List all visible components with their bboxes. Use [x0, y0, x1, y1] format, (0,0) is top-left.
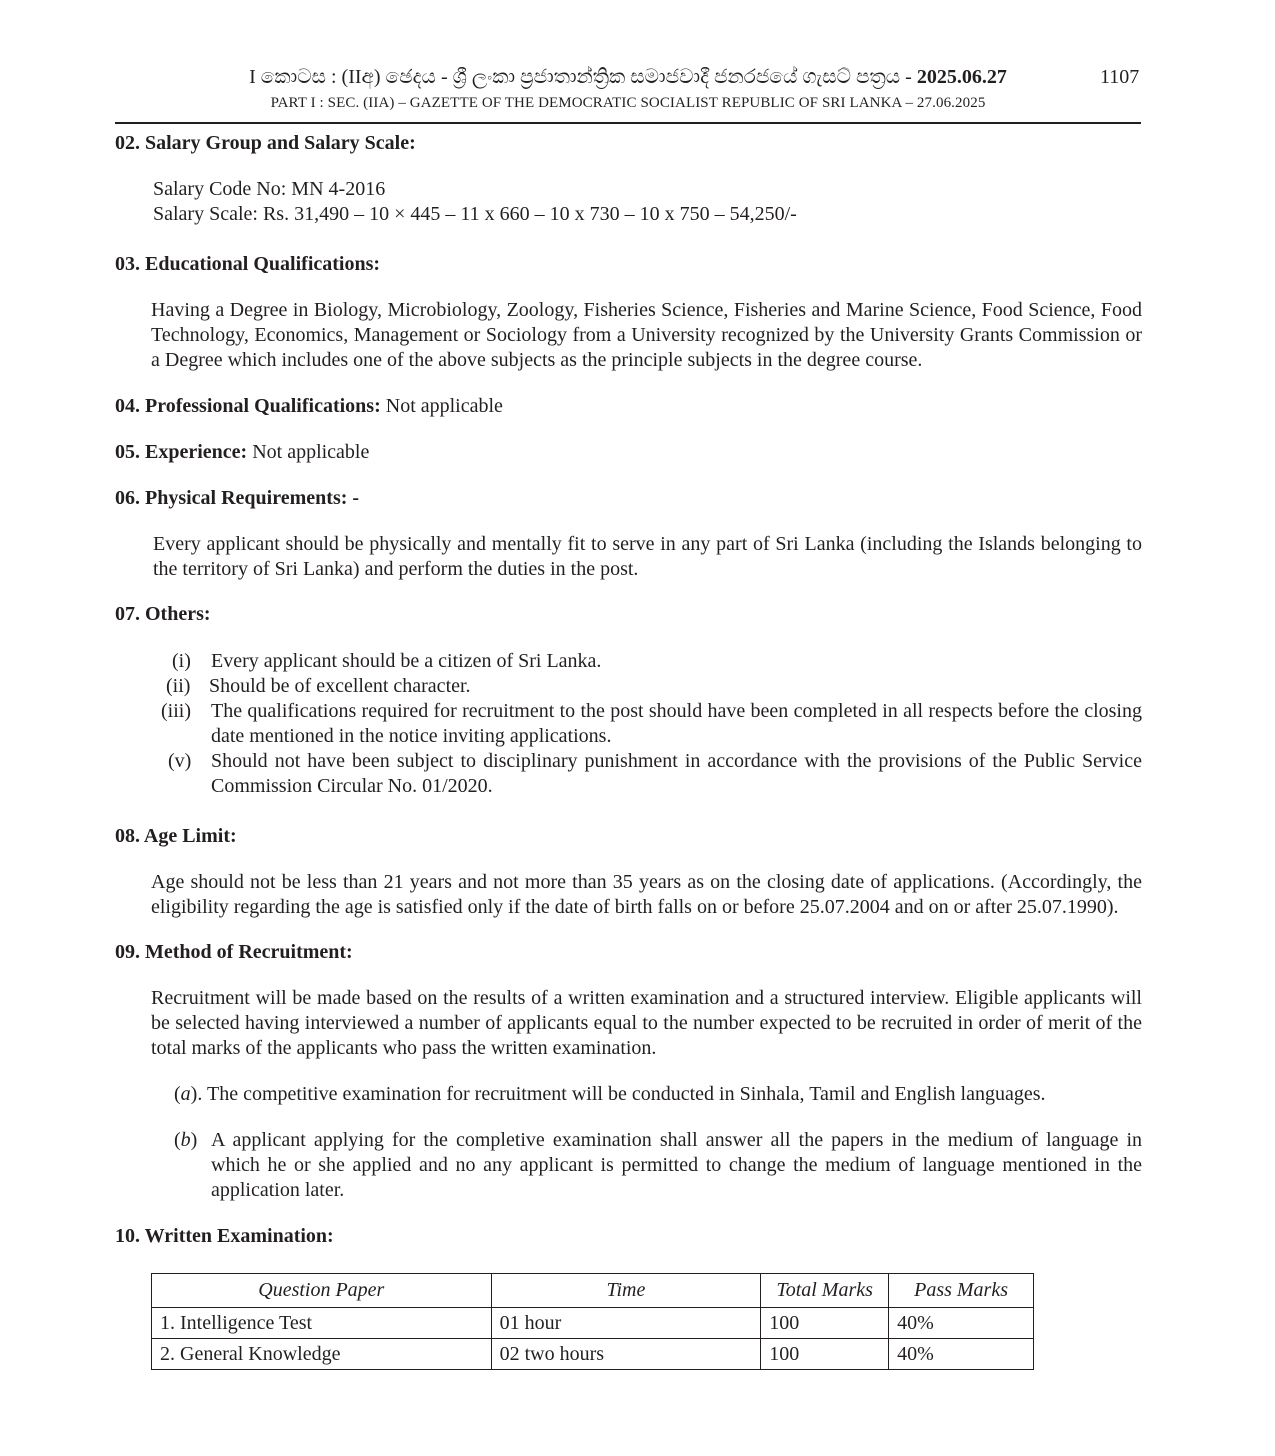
- section-05: 05. Experience: Not applicable: [115, 441, 370, 463]
- salary-code: Salary Code No: MN 4-2016: [153, 178, 386, 200]
- age-limit-text: Age should not be less than 21 years and not more than 35 years as on the closing date of applications. (Accordingly, the eligibility regarding the age is satisfied only if the date of birth falls on or before 25.07.2004 and on or after 25.07.1990).: [151, 871, 1142, 918]
- table-cell: 01 hour: [491, 1308, 761, 1339]
- table-cell: 1. Intelligence Test: [152, 1308, 492, 1339]
- educational-qualifications-text: Having a Degree in Biology, Microbiology, Zoology, Fisheries Science, Fisheries and Marine Science, Food Science, Food Technology, Economics, Management or Sociology from a University recognized by the University Grants Commission or a Degree which includes one of the above subjects as the principle subjects in the degree course.: [151, 299, 1142, 371]
- column-header: Pass Marks: [889, 1274, 1034, 1308]
- list-item-text: Every applicant should be a citizen of Sri Lanka.: [211, 650, 602, 672]
- table-cell: 40%: [889, 1339, 1034, 1370]
- header-english-title: PART I : SEC. (IIA) – GAZETTE OF THE DEMOCRATIC SOCIALIST REPUBLIC OF SRI LANKA – 27.06.2025: [270, 95, 986, 111]
- section-08-heading: 08. Age Limit:: [115, 825, 237, 847]
- table-cell: 02 two hours: [491, 1339, 761, 1370]
- section-10-heading: 10. Written Examination:: [115, 1225, 334, 1247]
- section-04: 04. Professional Qualifications: Not applicable: [115, 395, 503, 417]
- table-row: [152, 1308, 1034, 1339]
- table-header-row: [152, 1274, 1034, 1308]
- sub-item-b-label: (b): [174, 1129, 198, 1151]
- section-07-heading: 07. Others:: [115, 603, 211, 625]
- table-cell: 2. General Knowledge: [152, 1339, 492, 1370]
- table-cell: 40%: [889, 1308, 1034, 1339]
- recruitment-method-text: Recruitment will be made based on the results of a written examination and a structured interview. Eligible applicants will be selected having interviewed a number of applicants equal to the number expected to be recruited in order of merit of the total marks of the applicants who pass the written examination.: [151, 987, 1142, 1059]
- page-header: [115, 60, 1141, 124]
- table-row: [152, 1339, 1034, 1370]
- list-item-text: Should not have been subject to disciplinary punishment in accordance with the provisions of the Public Service Commission Circular No. 01/2020.: [211, 750, 1142, 797]
- list-item: (ii): [166, 675, 191, 697]
- list-item-text: The qualifications required for recruitment to the post should have been completed in all respects before the closing date mentioned in the notice inviting applications.: [211, 700, 1142, 747]
- section-02-heading: 02. Salary Group and Salary Scale:: [115, 132, 416, 154]
- page-number: 1107: [1100, 66, 1140, 88]
- section-03-heading: 03. Educational Qualifications:: [115, 253, 381, 275]
- section-06-heading: 06. Physical Requirements: -: [115, 487, 360, 509]
- list-item: (iii): [161, 700, 191, 722]
- table-cell: 100: [761, 1308, 889, 1339]
- physical-requirements-text: Every applicant should be physically and mentally fit to serve in any part of Sri Lanka (including the Islands belonging to the territory of Sri Lanka) and perform the duties in the post.: [153, 533, 1142, 580]
- section-09-heading: 09. Method of Recruitment:: [115, 941, 353, 963]
- sub-item-a: (a). The competitive examination for recruitment will be conducted in Sinhala, Tamil and English languages.: [174, 1083, 1046, 1105]
- list-item: (i): [172, 650, 191, 672]
- table-cell: 100: [761, 1339, 889, 1370]
- header-sinhala-title: I කොටස : (IIඅ) ඡෙදය - ශ්‍රී ලංකා ප්‍රජාතාන්ත්‍රික සමාජවාදී ජනරජයේ ගැසට් පත්‍රය - 2025.06.27: [249, 66, 1007, 88]
- header-date: 2025.06.27: [916, 66, 1007, 88]
- written-exam-table: [151, 1273, 1034, 1370]
- list-item: (v): [168, 750, 192, 772]
- column-header: Time: [491, 1274, 761, 1308]
- column-header: Total Marks: [761, 1274, 889, 1308]
- sub-item-b-text: A applicant applying for the completive examination shall answer all the papers in the medium of language in which he or she applied and no any applicant is permitted to change the medium of language mentioned in the application later.: [211, 1129, 1142, 1201]
- list-item-text: Should be of excellent character.: [209, 675, 471, 697]
- column-header: Question Paper: [152, 1274, 492, 1308]
- salary-scale: Salary Scale: Rs. 31,490 – 10 × 445 – 11 x 660 – 10 x 730 – 10 x 750 – 54,250/-: [153, 203, 797, 225]
